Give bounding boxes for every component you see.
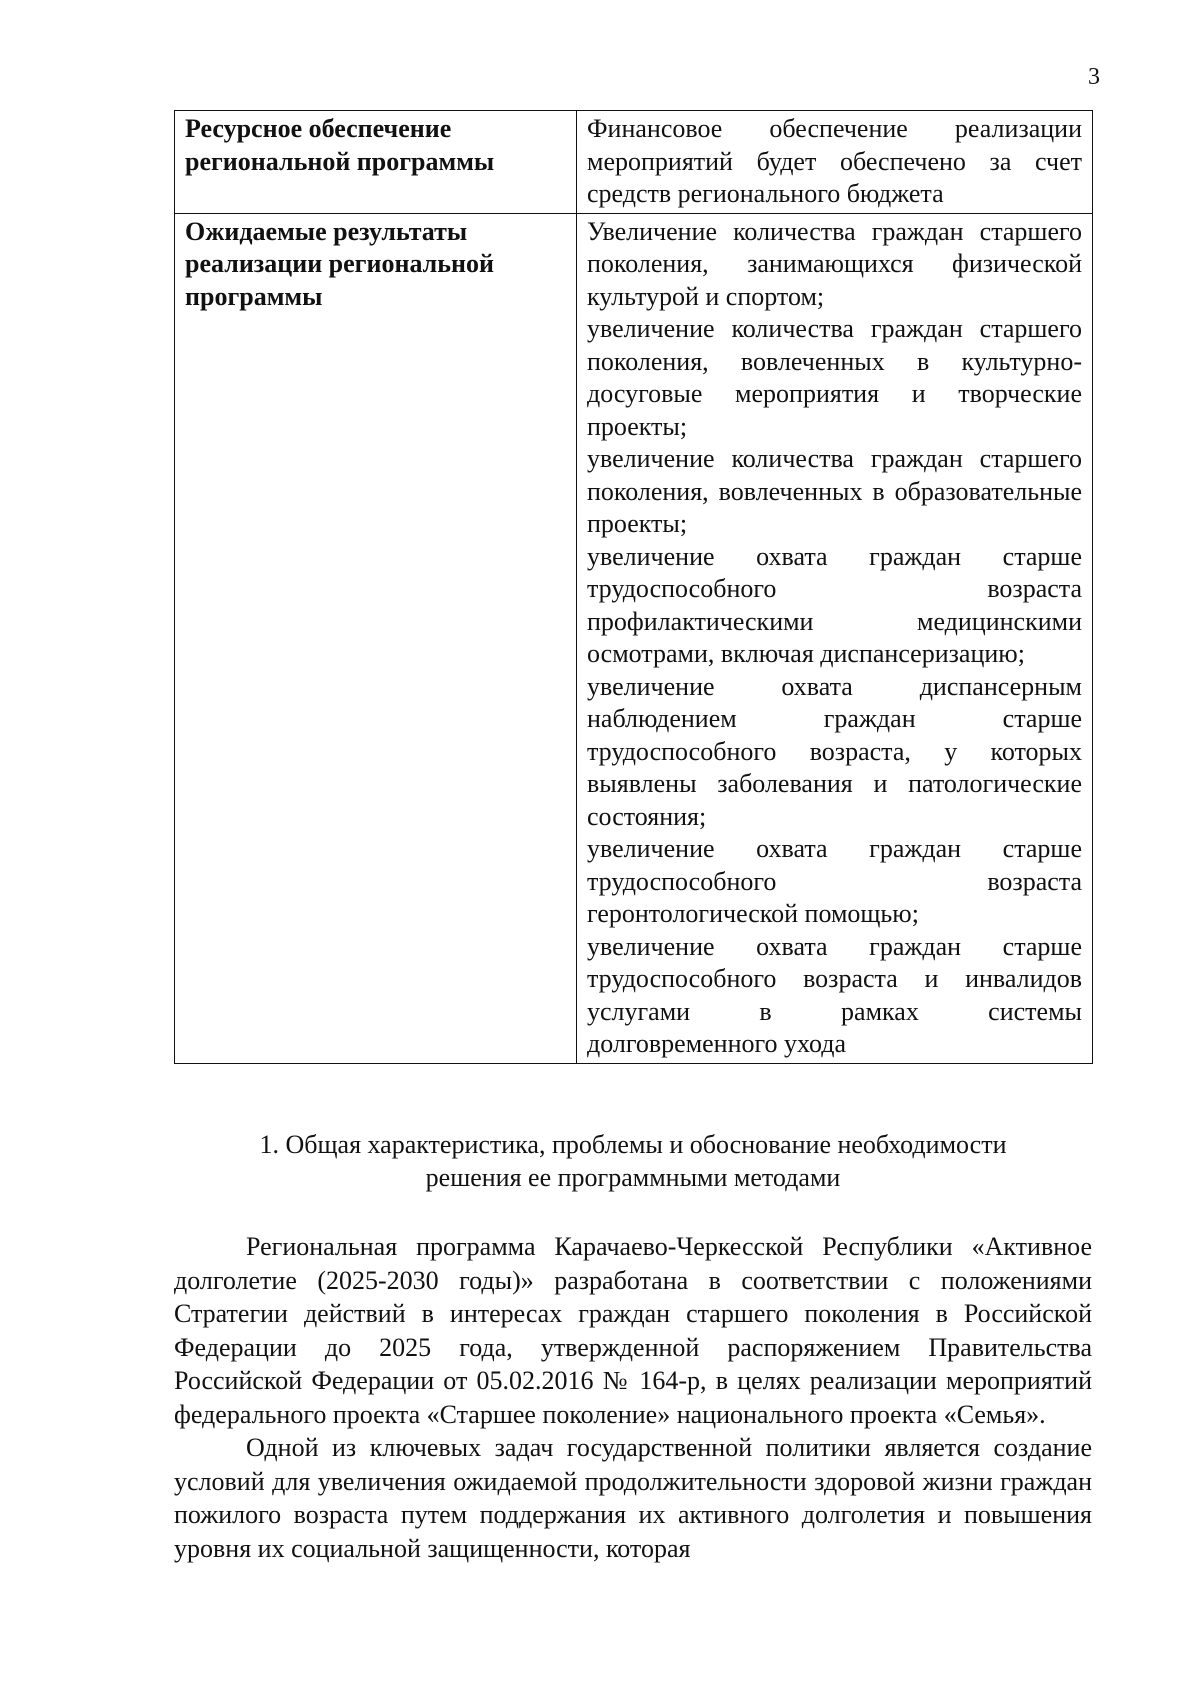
section-heading-line: 1. Общая характеристика, проблемы и обоснование необходимости [259,1130,1007,1159]
list-item: увеличение количества граждан старшего поколения, вовлеченных в культурно-досуговые мероприятия и творческие проекты; [587,314,1082,441]
row-label-resources: Ресурсное обеспечение региональной программы [175,111,577,214]
list-item: Финансовое обеспечение реализации мероприятий будет обеспечено за счет средств регионального бюджета [587,114,1082,208]
list-item: увеличение охвата граждан старше трудоспособного возраста геронтологической помощью; [587,834,1082,928]
list-item: увеличение охвата диспансерным наблюдением граждан старше трудоспособного возраста, у которых выявлены заболевания и патологические состояния; [587,671,1082,831]
section-heading [174,1128,1092,1194]
program-passport-table [174,110,1093,1064]
section-heading-line: решения ее программными методами [425,1163,841,1192]
row-label-expected-results: Ожидаемые результаты реализации региональной программы [175,213,577,1063]
row-value-resources [577,111,1093,214]
paragraph: Одной из ключевых задач государственной политики является создание условий для увеличения ожидаемой продолжительности здоровой жизни граждан пожилого возраста путем поддержания их активного долголетия и повышения уровня их социальной защищенности, которая [174,1433,1092,1563]
list-item: увеличение количества граждан старшего поколения, вовлеченных в образовательные проекты; [587,444,1082,538]
page-number: 3 [1088,64,1100,90]
paragraph: Региональная программа Карачаево-Черкесской Республики «Активное долголетие (2025-2030 годы)» разработана в соответствии с положениями Стратегии действий в интересах граждан старшего поколения в Российской Федерации до 2025 года, утвержденной распоряжением Правительства Российской Федерации от 05.02.2016 № 164-р, в целях реализации мероприятий федерального проекта «Старшее поколение» национального проекта «Семья». [174,1232,1092,1429]
section-body [174,1230,1092,1565]
list-item: увеличение охвата граждан старше трудоспособного возраста и инвалидов услугами в рамках системы долговременного ухода [587,931,1082,1058]
list-item: увеличение охвата граждан старше трудоспособного возраста профилактическими медицинскими осмотрами, включая диспансеризацию; [587,541,1082,668]
table-row [175,111,1093,214]
row-value-expected-results [577,213,1093,1063]
list-item: Увеличение количества граждан старшего поколения, занимающихся физической культурой и спортом; [587,216,1082,311]
table-row [175,213,1093,1063]
